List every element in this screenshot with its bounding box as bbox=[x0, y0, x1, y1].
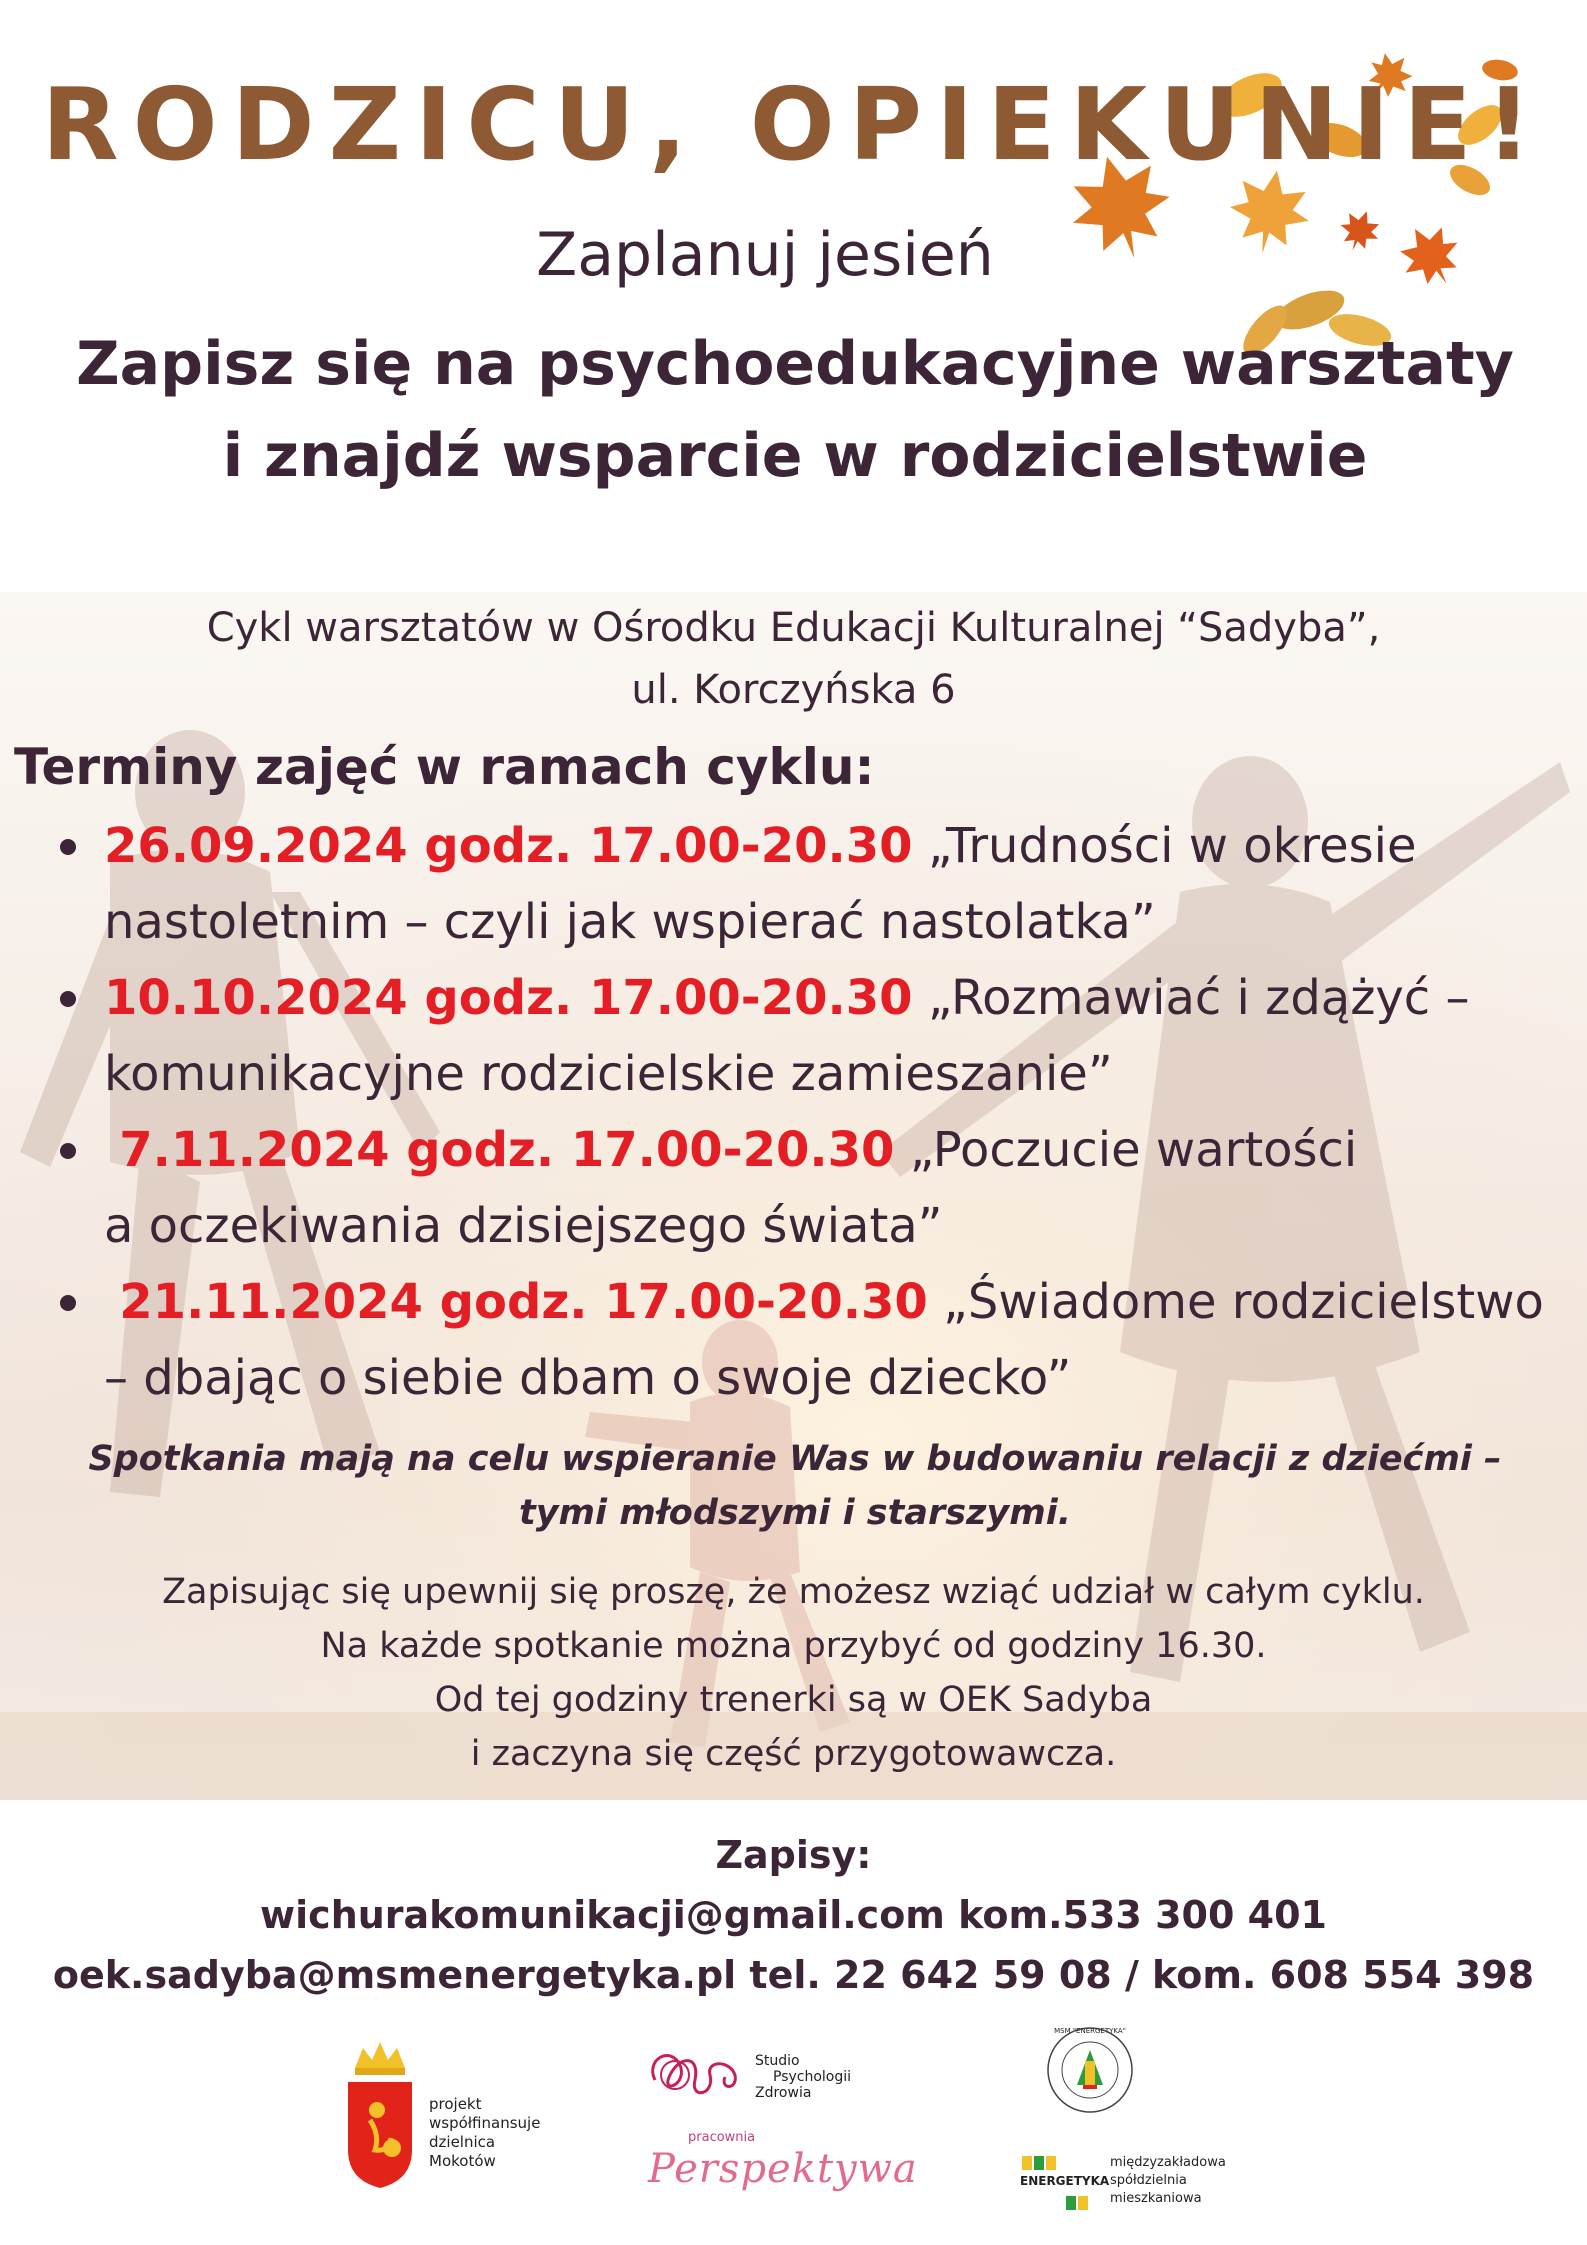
session-date: 26.09.2024 godz. 17.00-20.30 bbox=[104, 818, 913, 874]
venue-address: ul. Korczyńska 6 bbox=[631, 667, 956, 713]
logo-text: projekt bbox=[429, 2095, 482, 2113]
session-topic: „Trudności w okresie bbox=[912, 818, 1417, 874]
msm-seal-logo bbox=[1045, 2025, 1135, 2115]
session-topic-cont: nastoletnim – czyli jak wspierać nastolatka” bbox=[104, 894, 1156, 950]
logo-text: Mokotów bbox=[429, 2152, 496, 2170]
goal-line: tymi młodszymi i starszymi. bbox=[519, 1493, 1071, 1533]
headline-line: i znajdź wsparcie w rodzicielstwie bbox=[222, 421, 1368, 491]
contact-label: Zapisy: bbox=[715, 1833, 872, 1877]
list-item bbox=[60, 1264, 1570, 1416]
mokotow-logo bbox=[345, 2040, 605, 2190]
bullet-icon bbox=[60, 1143, 76, 1159]
msm-energetyka-logo bbox=[1020, 2150, 1250, 2220]
list-item bbox=[60, 1112, 1570, 1264]
info-line: Od tej godziny trenerki są w OEK Sadyba bbox=[434, 1680, 1153, 1720]
logo-text: współfinansuje bbox=[429, 2114, 541, 2132]
sessions-list bbox=[60, 808, 1570, 1416]
logo-text: międzyzakładowa bbox=[1110, 2155, 1226, 2170]
session-topic: „Świadome rodzicielstwo bbox=[927, 1274, 1544, 1330]
page-title: RODZICU, OPIEKUNIE! bbox=[41, 66, 1546, 183]
logo-text: spółdzielnia bbox=[1110, 2173, 1187, 2188]
contact-email-1[interactable]: wichurakomunikacji@gmail.com kom.533 300 401 bbox=[260, 1893, 1327, 1937]
info-text bbox=[0, 1565, 1587, 1781]
venue-info bbox=[0, 597, 1587, 721]
studio-psychologii-logo bbox=[640, 2035, 870, 2115]
info-line: Zapisując się upewnij się proszę, że możesz wziąć udział w całym cyklu. bbox=[162, 1572, 1425, 1612]
session-topic-cont: a oczekiwania dzisiejszego świata” bbox=[104, 1198, 943, 1254]
seal-icon bbox=[1045, 2025, 1135, 2115]
session-date: 7.11.2024 godz. 17.00-20.30 bbox=[119, 1122, 895, 1178]
warsaw-crest-icon bbox=[345, 2040, 415, 2190]
seal-text: MSM "ENERGETYKA" bbox=[1054, 2027, 1126, 2035]
session-topic: „Poczucie wartości bbox=[894, 1122, 1358, 1178]
contact-email-2[interactable]: oek.sadyba@msmenergetyka.pl tel. 22 642 59 08 / kom. 608 554 398 bbox=[52, 1953, 1535, 1997]
terms-heading: Terminy zajęć w ramach cyklu: bbox=[14, 738, 875, 796]
bullet-icon bbox=[60, 991, 76, 1007]
goal-line: Spotkania mają na celu wspieranie Was w budowaniu relacji z dziećmi – bbox=[88, 1439, 1502, 1479]
info-line: Na każde spotkanie można przybyć od godziny 16.30. bbox=[320, 1626, 1267, 1666]
bullet-icon bbox=[60, 1295, 76, 1311]
venue-line: Cykl warsztatów w Ośrodku Edukacji Kulturalnej “Sadyba”, bbox=[206, 605, 1381, 651]
session-date: 21.11.2024 godz. 17.00-20.30 bbox=[119, 1274, 928, 1330]
bullet-icon bbox=[60, 839, 76, 855]
list-item bbox=[60, 960, 1570, 1112]
logo-text: Studio bbox=[755, 2053, 800, 2069]
headline-line: Zapisz się na psychoedukacyjne warsztaty bbox=[76, 329, 1514, 399]
list-item bbox=[60, 808, 1570, 960]
scribble-logo-icon bbox=[640, 2035, 750, 2115]
logo-script-text: Perspektywa bbox=[648, 2146, 918, 2192]
logo-text: Zdrowia bbox=[755, 2085, 812, 2101]
headline bbox=[40, 318, 1550, 502]
logo-brand: ENERGETYKA bbox=[1020, 2174, 1110, 2188]
session-topic: „Rozmawiać i zdążyć – bbox=[912, 970, 1470, 1026]
logo-text: dzielnica bbox=[429, 2133, 496, 2151]
logo-text: Psychologii bbox=[773, 2069, 852, 2085]
perspektywa-logo bbox=[648, 2130, 918, 2210]
info-line: i zaczyna się część przygotowawcza. bbox=[470, 1734, 1117, 1774]
logo-text: pracownia bbox=[688, 2130, 756, 2145]
session-topic-cont: – dbając o siebie dbam o swoje dziecko” bbox=[104, 1350, 1072, 1406]
logo-text: mieszkaniowa bbox=[1110, 2191, 1202, 2206]
goal-statement bbox=[20, 1432, 1570, 1540]
session-topic-cont: komunikacyjne rodzicielskie zamieszanie” bbox=[104, 1046, 1113, 1102]
session-date: 10.10.2024 godz. 17.00-20.30 bbox=[104, 970, 913, 1026]
page-subtitle: Zaplanuj jesień bbox=[536, 220, 994, 290]
